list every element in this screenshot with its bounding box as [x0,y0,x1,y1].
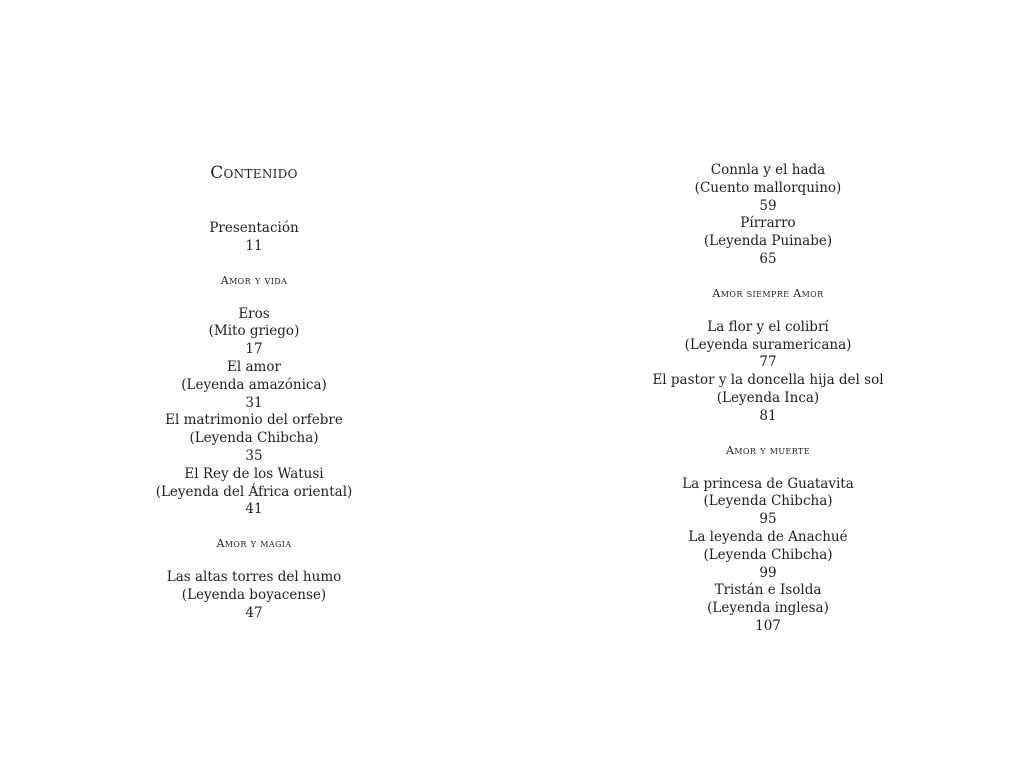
entry-title: Las altas torres del humo [166,569,342,586]
entry-page: 65 [759,250,777,267]
entry-title: Presentación [209,220,299,236]
entry-origin: (Leyenda Inca) [716,389,820,406]
toc-entry-tristan-e-isolda[interactable] [628,582,908,635]
entry-title: La princesa de Guatavita [682,475,854,492]
toc-entry-pirrarro[interactable] [628,215,908,268]
entry-title: El pastor y la doncella hija del sol [652,372,884,389]
toc-entry-el-matrimonio-del-orfebre[interactable] [134,412,374,465]
toc-entry-las-altas-torres-del-humo[interactable] [134,569,374,622]
entry-origin: (Leyenda amazónica) [181,376,327,393]
entry-title: Eros [238,305,270,322]
entry-origin: (Leyenda suramericana) [684,336,852,353]
toc-entry-el-rey-de-los-watusi[interactable] [134,466,374,519]
entry-origin: (Cuento mallorquino) [694,179,842,196]
entry-origin: (Leyenda boyacense) [181,586,327,603]
entry-origin: (Leyenda Chibcha) [703,493,833,510]
toc-entry-presentation[interactable] [134,220,374,256]
entry-origin: (Leyenda inglesa) [707,600,829,617]
entry-title: Connla y el hada [710,162,826,178]
right-page-toc [628,162,908,636]
entry-title: El matrimonio del orfebre [165,412,343,429]
entry-title: La leyenda de Anachué [688,528,848,545]
entry-page: 41 [245,501,263,518]
left-page-toc [134,220,374,623]
entry-origin: (Leyenda Puinabe) [703,233,833,250]
entry-page: 99 [759,564,777,581]
entry-origin: (Leyenda Chibcha) [703,546,833,563]
entry-page: 17 [245,341,263,358]
section-heading-amor-y-magia: Amor y magia [216,537,292,551]
entry-page: 31 [245,394,263,411]
toc-entry-el-pastor-y-la-doncella[interactable] [628,372,908,425]
entry-title: Pírrarro [740,215,796,232]
entry-page: 47 [245,604,263,621]
entry-page: 81 [759,407,777,424]
entry-page: 77 [759,354,777,371]
toc-entry-la-flor-y-el-colibri[interactable] [628,319,908,372]
entry-title: El Rey de los Watusi [184,465,324,482]
entry-page: 35 [245,447,263,464]
entry-page: 107 [755,617,781,634]
section-heading-amor-y-vida: Amor y vida [220,273,288,287]
entry-page: 11 [245,237,263,254]
entry-title: La flor y el colibrí [707,318,829,335]
entry-page: 59 [759,197,777,214]
section-heading-amor-y-muerte: Amor y muerte [725,443,811,457]
entry-title: Tristán e Isolda [714,582,822,599]
toc-entry-la-leyenda-de-anachue[interactable] [628,529,908,582]
entry-origin: (Leyenda del África oriental) [155,483,353,500]
toc-entry-connla-y-el-hada[interactable] [628,162,908,215]
section-heading-amor-siempre-amor: Amor siempre Amor [712,286,824,300]
entry-origin: (Mito griego) [208,323,300,340]
toc-entry-la-princesa-de-guatavita[interactable] [628,476,908,529]
contents-title: Contenido [210,163,298,183]
entry-origin: (Leyenda Chibcha) [189,430,319,447]
toc-entry-eros[interactable] [134,306,374,359]
entry-title: El amor [227,358,281,375]
entry-page: 95 [759,511,777,528]
toc-entry-el-amor[interactable] [134,359,374,412]
